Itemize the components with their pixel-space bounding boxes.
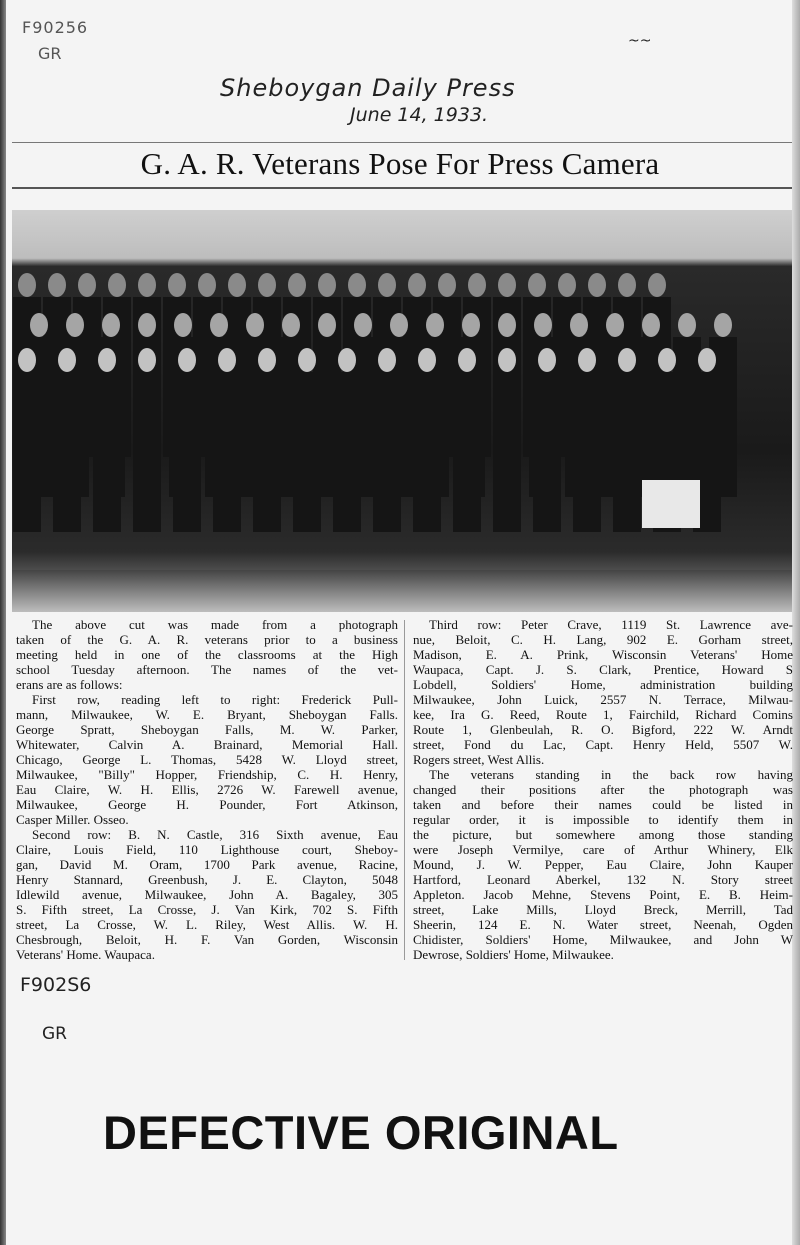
- photo-figure-head: [318, 313, 336, 337]
- photo-figure-body: [213, 372, 241, 532]
- photo-figure-body: [493, 372, 521, 532]
- photo-figure-head: [468, 273, 486, 297]
- headline-rule: [12, 187, 792, 189]
- photo-figure-head: [258, 348, 276, 372]
- photo-figure-head: [218, 348, 236, 372]
- article-line: Dewrose, Soldiers' Home, Milwaukee.: [413, 947, 614, 962]
- article-line: Milwaukee, George H. Pounder, Fort Atkinson,: [16, 797, 398, 812]
- photo-figure-head: [246, 313, 264, 337]
- article-line: street, La Crosse, W. L. Riley, West Allis. W. H.: [16, 917, 398, 932]
- photo-figure-body: [413, 372, 441, 532]
- photo-figure-head: [408, 273, 426, 297]
- article-line: Milwaukee, John Luick, 2557 N. Terrace, Milwau-: [413, 692, 793, 707]
- photo-figure-head: [426, 313, 444, 337]
- accession-code-top: GR: [38, 44, 62, 63]
- photo-figure-body: [453, 372, 481, 532]
- photo-figure-body: [333, 372, 361, 532]
- photo-figure-body: [373, 372, 401, 532]
- scan-edge-right: [792, 0, 800, 1245]
- photo-figure-body: [533, 372, 561, 532]
- photo-figure-head: [58, 348, 76, 372]
- article-line: street, Fond du Lac, Capt. Henry Held, 5507 W.: [413, 737, 793, 752]
- accession-number-bottom: F902S6: [20, 974, 92, 996]
- photo-figure-head: [588, 273, 606, 297]
- photo-figure-head: [438, 273, 456, 297]
- photo-figure-body: [613, 372, 641, 532]
- article-line: The veterans standing in the back row having: [429, 767, 793, 782]
- photo-figure-head: [298, 348, 316, 372]
- article-line: meeting held in one of the classrooms at the High: [16, 647, 398, 662]
- photo-figure-body: [133, 372, 161, 532]
- photo-figure-head: [18, 348, 36, 372]
- group-photograph: [12, 210, 792, 612]
- article-line: Madison, E. A. Prink, Wisconsin Veterans' Home: [413, 647, 793, 662]
- article-line: Milwaukee, "Billy" Hopper, Friendship, C. H. Henry,: [16, 767, 398, 782]
- photo-figure-body: [573, 372, 601, 532]
- photo-figure-head: [606, 313, 624, 337]
- photo-figure-body: [173, 372, 201, 532]
- photo-figure-body: [253, 372, 281, 532]
- article-line: Casper Miller. Osseo.: [16, 812, 129, 827]
- article-line: Route 1, Glenbeulah, R. O. Bigford, 222 W. Arndt: [413, 722, 793, 737]
- photo-paper: [642, 480, 700, 528]
- article-line: street, Lake Mills, Lloyd Breck, Merrill, Tad: [413, 902, 793, 917]
- photo-figure-head: [578, 348, 596, 372]
- article-line: taken of the G. A. R. veterans prior to a business: [16, 632, 398, 647]
- photo-figure-head: [462, 313, 480, 337]
- photo-figure-head: [418, 348, 436, 372]
- article-line: nue, Beloit, C. H. Lang, 902 E. Gorham street,: [413, 632, 793, 647]
- article-line: Whitewater, Calvin A. Brainard, Memorial Hall.: [16, 737, 398, 752]
- photo-figure-head: [378, 348, 396, 372]
- article-column-left: [16, 617, 398, 962]
- top-rule: [12, 142, 792, 143]
- scan-edge-left: [0, 0, 6, 1245]
- photo-figure-head: [138, 273, 156, 297]
- photo-figure-head: [698, 348, 716, 372]
- headline: G. A. R. Veterans Pose For Press Camera: [140, 146, 660, 181]
- article-line: First row, reading left to right: Frederick Pull-: [32, 692, 398, 707]
- handwritten-date: June 14, 1933.: [350, 104, 489, 126]
- photo-figure-head: [648, 273, 666, 297]
- photo-figure-head: [642, 313, 660, 337]
- accession-code-bottom: GR: [42, 1024, 67, 1044]
- handwritten-publication: Sheboygan Daily Press: [220, 74, 516, 102]
- article-line: Idlewild avenue, Milwaukee, John A. Bagaley, 305: [16, 887, 398, 902]
- photo-figure-head: [348, 273, 366, 297]
- article-line: Chidister, Soldiers' Home, Milwaukee, and John W: [413, 932, 793, 947]
- photo-figure-head: [98, 348, 116, 372]
- photo-figure-head: [558, 273, 576, 297]
- article-line: Veterans' Home. Waupaca.: [16, 947, 155, 962]
- article-line: Chicago, George L. Thomas, 5428 W. Lloyd street,: [16, 752, 398, 767]
- defective-original-stamp: DEFECTIVE ORIGINAL: [103, 1106, 619, 1159]
- photo-figure-head: [282, 313, 300, 337]
- photo-figure-head: [138, 313, 156, 337]
- article-line: Claire, Louis Field, 110 Lighthouse court, Sheboy-: [16, 842, 398, 857]
- article-line: Second row: B. N. Castle, 316 Sixth avenue, Eau: [32, 827, 398, 842]
- photo-figure-head: [678, 313, 696, 337]
- column-divider: [404, 620, 405, 960]
- article-line: Waupaca, Capt. J. S. Clark, Prentice, Howard S: [413, 662, 793, 677]
- handwritten-mark: ~~: [628, 33, 652, 49]
- photo-figure-head: [618, 348, 636, 372]
- photo-figure-head: [528, 273, 546, 297]
- article-line: Henry Stannard, Greenbush, J. E. Clayton, 5048: [16, 872, 398, 887]
- article-line: kee, Ira G. Reed, Route 1, Fairchild, Richard Comins: [413, 707, 793, 722]
- photo-figure-head: [378, 273, 396, 297]
- photo-figure-head: [258, 273, 276, 297]
- photo-figure-head: [66, 313, 84, 337]
- article-line: mann, Milwaukee, W. E. Bryant, Sheboygan Falls.: [16, 707, 398, 722]
- photo-figure-head: [714, 313, 732, 337]
- article-line: Lobdell, Soldiers' Home, administration building: [413, 677, 793, 692]
- photo-figure-head: [48, 273, 66, 297]
- article-line: Mound, J. W. Pepper, Eau Claire, John Kauper: [413, 857, 793, 872]
- photo-figure-head: [318, 273, 336, 297]
- article-line: Eau Claire, W. H. Ellis, 2726 W. Farewell avenue,: [16, 782, 398, 797]
- article-line: Rogers street, West Allis.: [413, 752, 545, 767]
- article-line: George Spratt, Sheboygan Falls, M. W. Parker,: [16, 722, 398, 737]
- photo-figure-head: [390, 313, 408, 337]
- photo-figure-head: [198, 273, 216, 297]
- article-line: were Joseph Vermilye, care of Arthur Whinery, Elk: [413, 842, 793, 857]
- photo-figure-head: [102, 313, 120, 337]
- photo-figure-body: [293, 372, 321, 532]
- article-line: taken and before their names could be listed in: [413, 797, 793, 812]
- photo-figure-head: [78, 273, 96, 297]
- article-line: Appleton. Jacob Mehne, Stevens Point, E. B. Heim-: [413, 887, 793, 902]
- photo-figure-head: [538, 348, 556, 372]
- photo-figure-head: [498, 313, 516, 337]
- photo-figure-head: [498, 348, 516, 372]
- photo-figure-body: [93, 372, 121, 532]
- article-line: changed their positions after the photograph was: [413, 782, 793, 797]
- photo-figure-head: [138, 348, 156, 372]
- photo-figures: [12, 210, 792, 612]
- article-line: The above cut was made from a photograph: [32, 617, 398, 632]
- accession-number-top: F90256: [22, 18, 89, 37]
- photo-figure-head: [18, 273, 36, 297]
- photo-figure-head: [178, 348, 196, 372]
- photo-figure-head: [570, 313, 588, 337]
- article-line: school Tuesday afternoon. The names of the vet-: [16, 662, 398, 677]
- article-line: Chesbrough, Beloit, H. F. Van Gorden, Wisconsin: [16, 932, 398, 947]
- article-line: S. Fifth street, La Crosse, J. Van Kirk, 702 S. Fifth: [16, 902, 398, 917]
- photo-figure-head: [534, 313, 552, 337]
- article-line: gan, David M. Oram, 1700 Park avenue, Racine,: [16, 857, 398, 872]
- photo-figure-head: [354, 313, 372, 337]
- photo-figure-head: [30, 313, 48, 337]
- photo-figure-head: [498, 273, 516, 297]
- photo-figure-head: [210, 313, 228, 337]
- photo-figure-body: [53, 372, 81, 532]
- photo-figure-head: [108, 273, 126, 297]
- photo-figure-head: [618, 273, 636, 297]
- photo-figure-head: [288, 273, 306, 297]
- article-line: regular order, it is impossible to identify them in: [413, 812, 793, 827]
- photo-figure-head: [168, 273, 186, 297]
- photo-figure-head: [228, 273, 246, 297]
- photo-figure-head: [658, 348, 676, 372]
- photo-figure-head: [458, 348, 476, 372]
- article-line: Third row: Peter Crave, 1119 St. Lawrence ave-: [429, 617, 793, 632]
- article-line: Hartford, Leonard Aberkel, 132 N. Story street: [413, 872, 793, 887]
- photo-figure-head: [174, 313, 192, 337]
- photo-figure-head: [338, 348, 356, 372]
- article-line: erans are as follows:: [16, 677, 123, 692]
- article-line: Sheerin, 124 E. N. Water street, Neenah, Ogden: [413, 917, 793, 932]
- photo-figure-body: [13, 372, 41, 532]
- article-column-right: [413, 617, 793, 962]
- photo-floor: [12, 570, 792, 612]
- article-line: the picture, but somewhere among those standing: [413, 827, 793, 842]
